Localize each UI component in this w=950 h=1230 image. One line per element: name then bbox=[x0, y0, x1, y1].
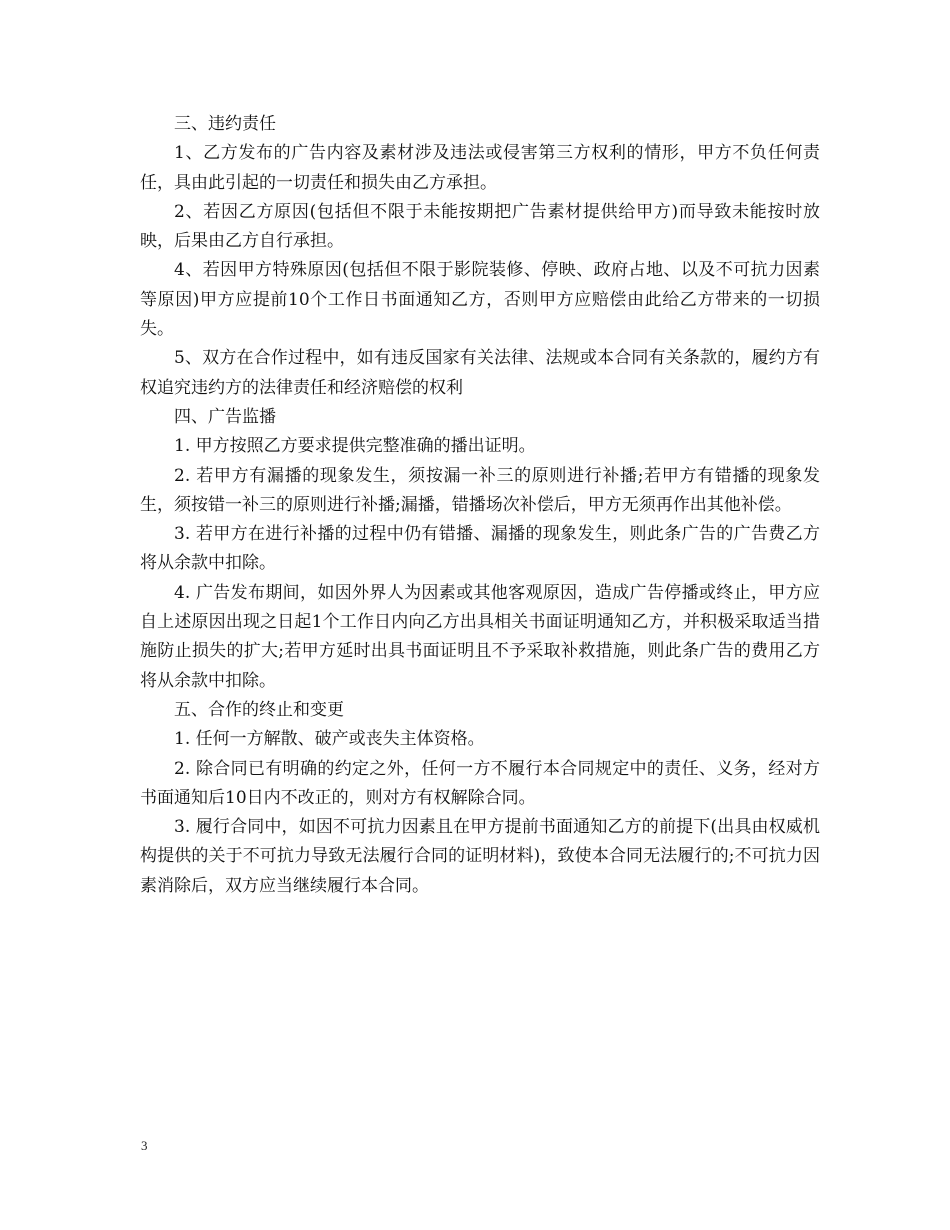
clause-3-5: 5、双方在合作过程中，如有违反国家有关法律、法规或本合同有关条款的，履约方有权追究违约方的法律责任和经济赔偿的权利 bbox=[140, 348, 820, 398]
clause-4-1: 1. 甲方按照乙方要求提供完整准确的播出证明。 bbox=[174, 436, 536, 457]
clause-5-1: 1. 任何一方解散、破产或丧失主体资格。 bbox=[174, 729, 485, 750]
clause-3-1: 1、乙方发布的广告内容及素材涉及违法或侵害第三方权利的情形，甲方不负任何责任，具由此引起的一切责任和损失由乙方承担。 bbox=[140, 143, 820, 193]
clause-4-3: 3. 若甲方在进行补播的过程中仍有错播、漏播的现象发生，则此条广告的广告费乙方将从余款中扣除。 bbox=[140, 524, 820, 574]
clause-4-4: 4. 广告发布期间，如因外界人为因素或其他客观原因，造成广告停播或终止，甲方应自上述原因出现之日起1个工作日内向乙方出具相关书面证明通知乙方，并积极采取适当措施防止损失的扩大;若甲方延时出具书面证明且不予采取补救措施，则此条广告的费用乙方将从余款中扣除。 bbox=[140, 582, 820, 691]
section-heading-termination: 五、合作的终止和变更 bbox=[174, 699, 344, 720]
clause-4-2: 2. 若甲方有漏播的现象发生，须按漏一补三的原则进行补播;若甲方有错播的现象发生，须按错一补三的原则进行补播;漏播，错播场次补偿后，甲方无须再作出其他补偿。 bbox=[140, 465, 820, 515]
section-heading-ad-monitoring: 四、广告监播 bbox=[174, 406, 276, 427]
clause-5-3: 3. 履行合同中，如因不可抗力因素且在甲方提前书面通知乙方的前提下(出具由权威机构提供的关于不可抗力导致无法履行合同的证明材料)，致使本合同无法履行的;不可抗力因素消除后，双方应当继续履行本合同。 bbox=[140, 817, 820, 896]
clause-3-2: 2、若因乙方原因(包括但不限于未能按期把广告素材提供给甲方)而导致未能按时放映，后果由乙方自行承担。 bbox=[140, 201, 820, 252]
page-number: 3 bbox=[141, 1138, 148, 1153]
section-heading-breach-liability: 三、违约责任 bbox=[174, 114, 276, 134]
document-body bbox=[140, 110, 820, 901]
clause-5-2: 2. 除合同已有明确的约定之外，任何一方不履行本合同规定中的责任、义务，经对方书面通知后10日内不改正的，则对方有权解除合同。 bbox=[140, 758, 820, 808]
clause-3-4: 4、若因甲方特殊原因(包括但不限于影院装修、停映、政府占地、以及不可抗力因素等原因)甲方应提前10个工作日书面通知乙方，否则甲方应赔偿由此给乙方带来的一切损失。 bbox=[140, 260, 820, 340]
